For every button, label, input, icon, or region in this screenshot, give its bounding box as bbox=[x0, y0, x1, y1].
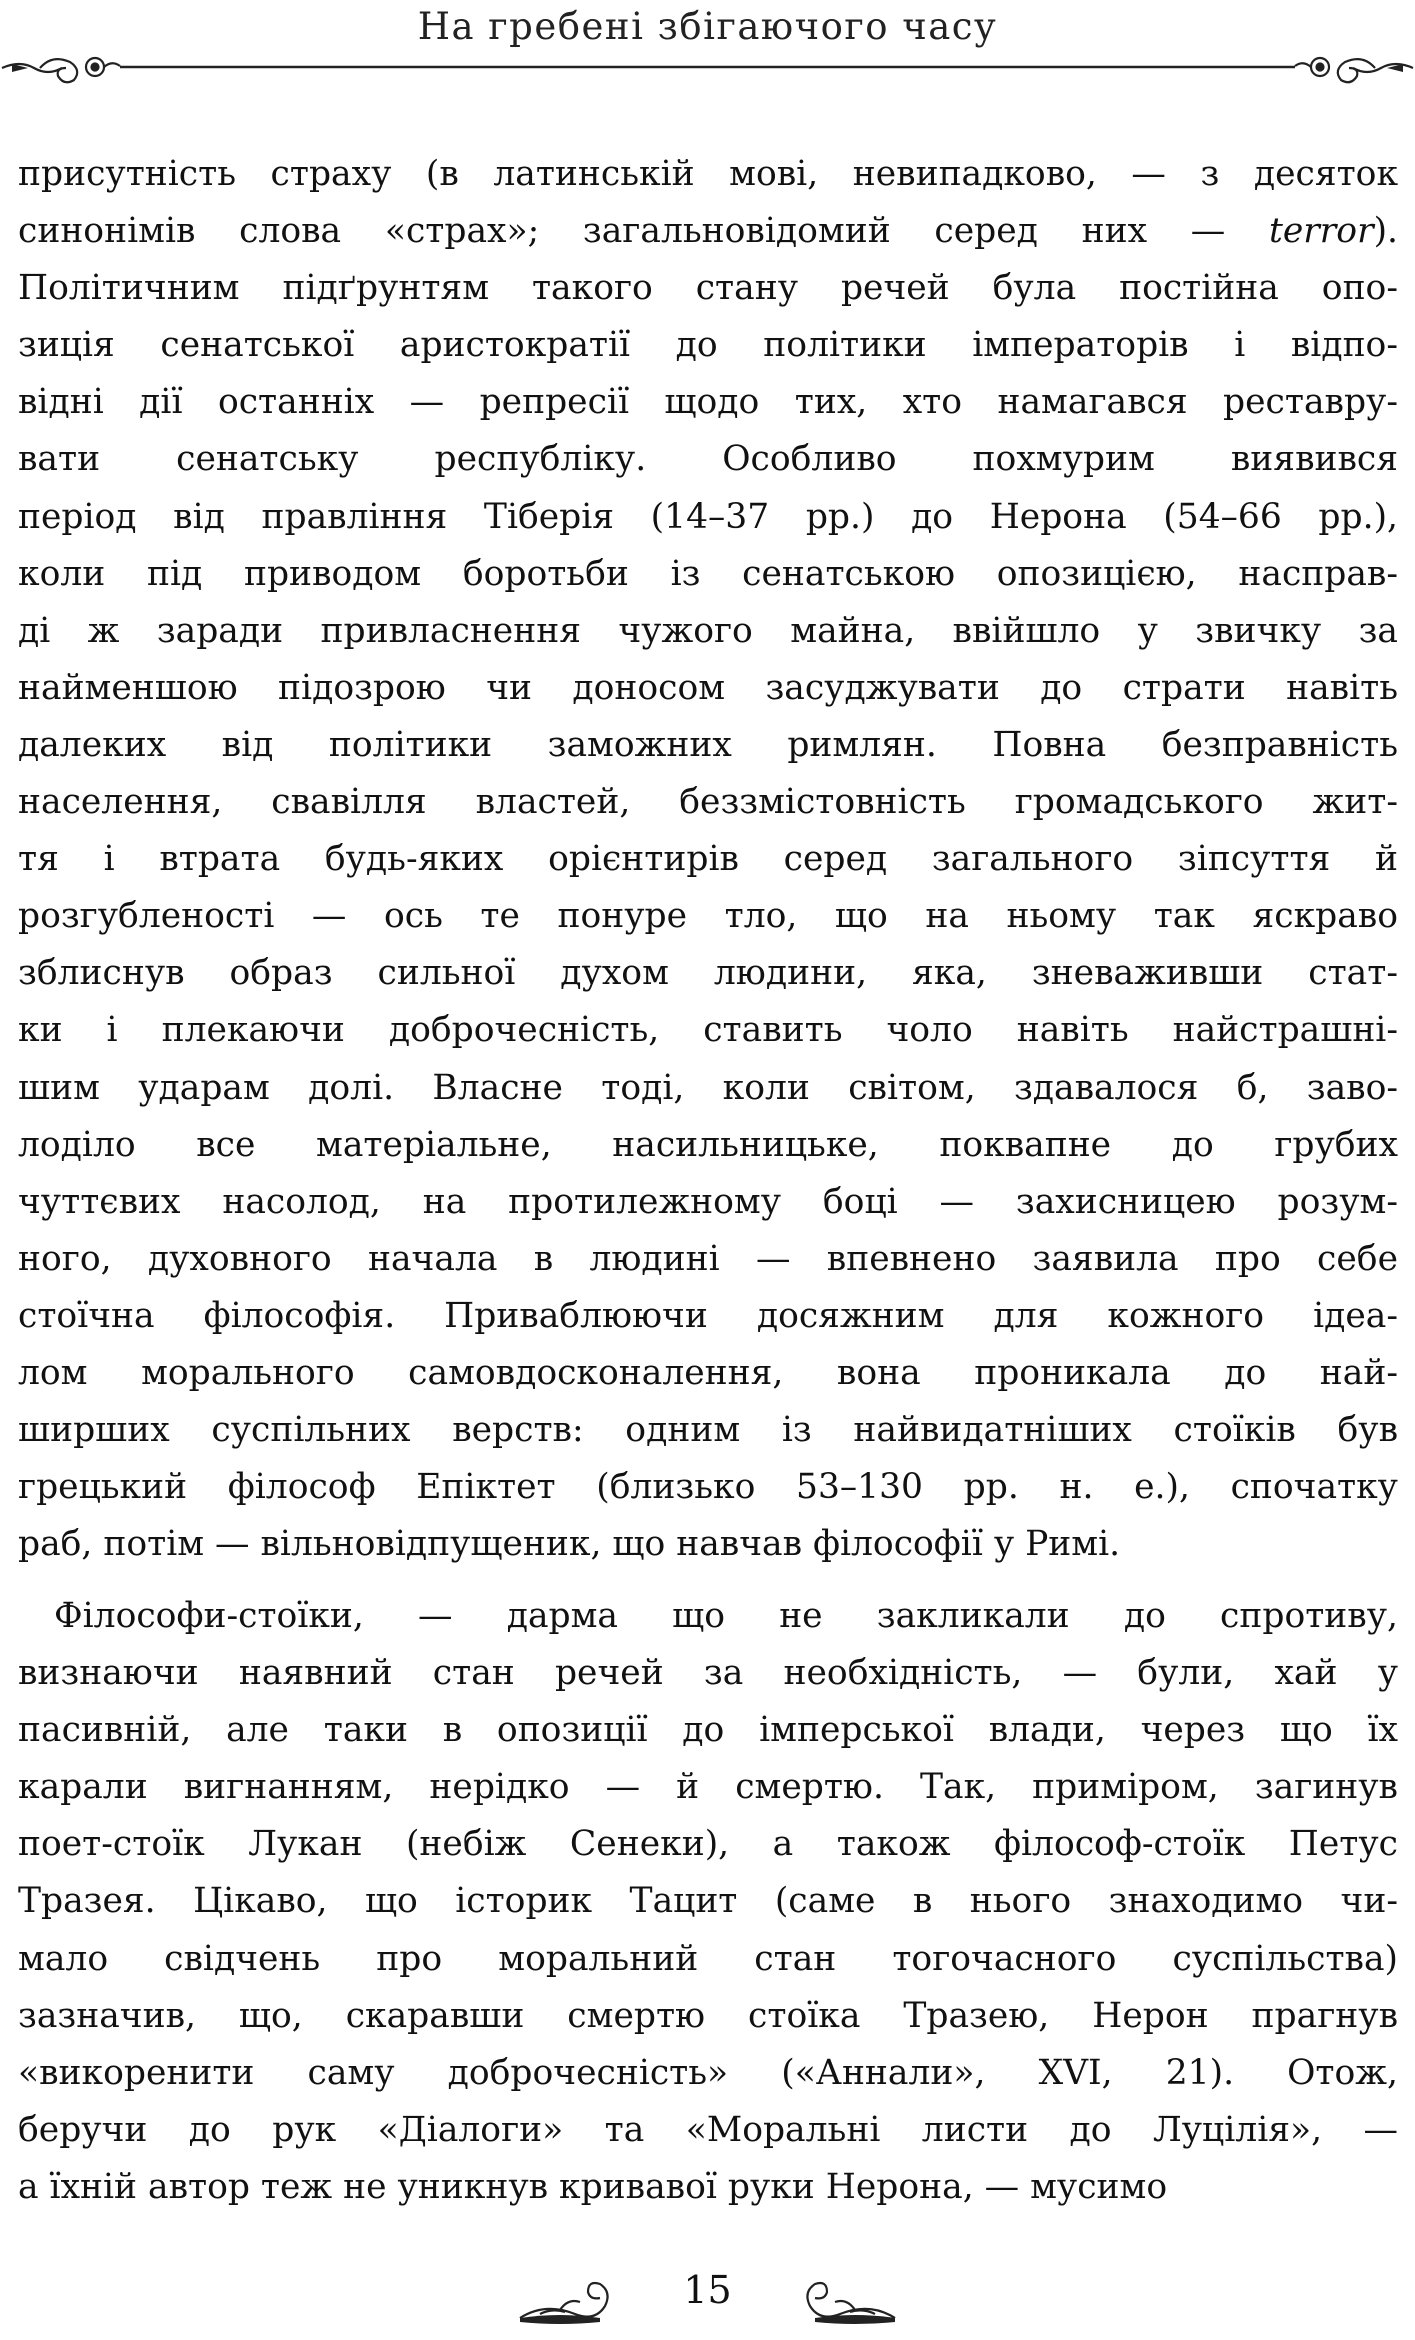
text-line: поет-стоїк Лукан (небіж Сенеки), а також філософ-стоїк Петус bbox=[18, 1824, 1398, 1865]
running-header-title: На гребені збігаючого часу bbox=[417, 5, 998, 48]
text-line: присутність страху (в латинській мові, невипадково, — з десяток bbox=[18, 154, 1398, 194]
text-line: ки і плекаючи доброчесність, ставить чоло навіть найстрашні- bbox=[18, 1010, 1398, 1051]
text-line: відні дії останніх — репресії щодо тих, хто намагався реставру- bbox=[18, 382, 1398, 423]
text-line: розгубленості — ось те понуре тло, що на ньому так яскраво bbox=[18, 896, 1398, 937]
paragraph-2 bbox=[18, 1588, 1398, 2216]
text-line: мало свідчень про моральний стан тогочасного суспільства) bbox=[18, 1938, 1398, 1979]
text-line: чуттєвих насолод, на протилежному боці — захисницею розум- bbox=[18, 1181, 1398, 1222]
text-line: тя і втрата будь-яких орієнтирів серед загального зіпсуття й bbox=[18, 839, 1398, 880]
text-line: раб, потім — вільновідпущеник, що навчав філософії у Римі. bbox=[18, 1524, 1121, 1565]
text-line: коли під приводом боротьби із сенатською опозицією, насправ- bbox=[18, 553, 1398, 594]
paragraph-1 bbox=[18, 146, 1398, 1573]
text-line: лоділо все матеріальне, насильницьке, поквапне до грубих bbox=[18, 1124, 1398, 1165]
text-line: зблиснув образ сильної духом людини, яка, зневаживши стат- bbox=[18, 953, 1398, 994]
text-line: період від правління Тіберія (14–37 рр.) до Нерона (54–66 рр.), bbox=[18, 496, 1398, 537]
text-line: визнаючи наявний стан речей за необхідність, — були, хай у bbox=[18, 1653, 1398, 1694]
text-line: зазначив, що, скаравши смертю стоїка Тразею, Нерон прагнув bbox=[18, 1995, 1398, 2036]
text-line: ного, духовного начала в людині — впевнено заявила про себе bbox=[18, 1238, 1398, 1279]
text-line: шим ударам долі. Власне тоді, коли світом, здавалося б, заво- bbox=[18, 1067, 1398, 1108]
text-line: синонімів слова «страх»; загальновідомий серед них — terror). bbox=[18, 211, 1398, 252]
text-line: Політичним підґрунтям такого стану речей була постійна опо- bbox=[18, 268, 1398, 309]
text-line: лом морального самовдосконалення, вона проникала до най- bbox=[18, 1352, 1398, 1393]
header-ornament-rule bbox=[0, 40, 1415, 100]
text-line: Тразея. Цікаво, що історик Тацит (саме в нього знаходимо чи- bbox=[18, 1881, 1398, 1922]
text-line: населення, свавілля властей, беззмістовність громадського жит- bbox=[18, 782, 1398, 823]
text-line: найменшою підозрою чи доносом засуджувати до страти навіть bbox=[18, 667, 1398, 708]
page-number: 15 bbox=[683, 2268, 732, 2312]
text-line: вати сенатську республіку. Особливо похмурим виявився bbox=[18, 439, 1398, 480]
text-line: ді ж заради привласнення чужого майна, ввійшло у звичку за bbox=[18, 610, 1398, 651]
text-line: а їхній автор теж не уникнув кривавої руки Нерона, — мусимо bbox=[18, 2166, 1168, 2207]
text-line: ширших суспільних верств: одним із найвидатніших стоїків був bbox=[18, 1410, 1398, 1451]
text-line: стоїчна філософія. Приваблюючи досяжним для кожного ідеа- bbox=[18, 1295, 1398, 1336]
text-line: «викоренити саму доброчесність» («Аннали», XVI, 21). Отож, bbox=[18, 2052, 1398, 2093]
text-line: зиція сенатської аристократії до політики імператорів і відпо- bbox=[18, 325, 1398, 366]
text-line: пасивній, але таки в опозиції до імперської влади, через що їх bbox=[18, 1710, 1398, 1751]
text-line: далеких від політики заможних римлян. Повна безправність bbox=[18, 724, 1398, 765]
text-line: беручи до рук «Діалоги» та «Моральні листи до Луцілія», — bbox=[18, 2109, 1398, 2150]
text-line: грецький філософ Епіктет (близько 53–130 рр. н. е.), спочатку bbox=[18, 1467, 1398, 1508]
text-line: карали вигнанням, нерідко — й смертю. Так, приміром, загинув bbox=[18, 1767, 1398, 1808]
text-line: Філософи-стоїки, — дарма що не закликали до спротиву, bbox=[54, 1596, 1398, 1636]
